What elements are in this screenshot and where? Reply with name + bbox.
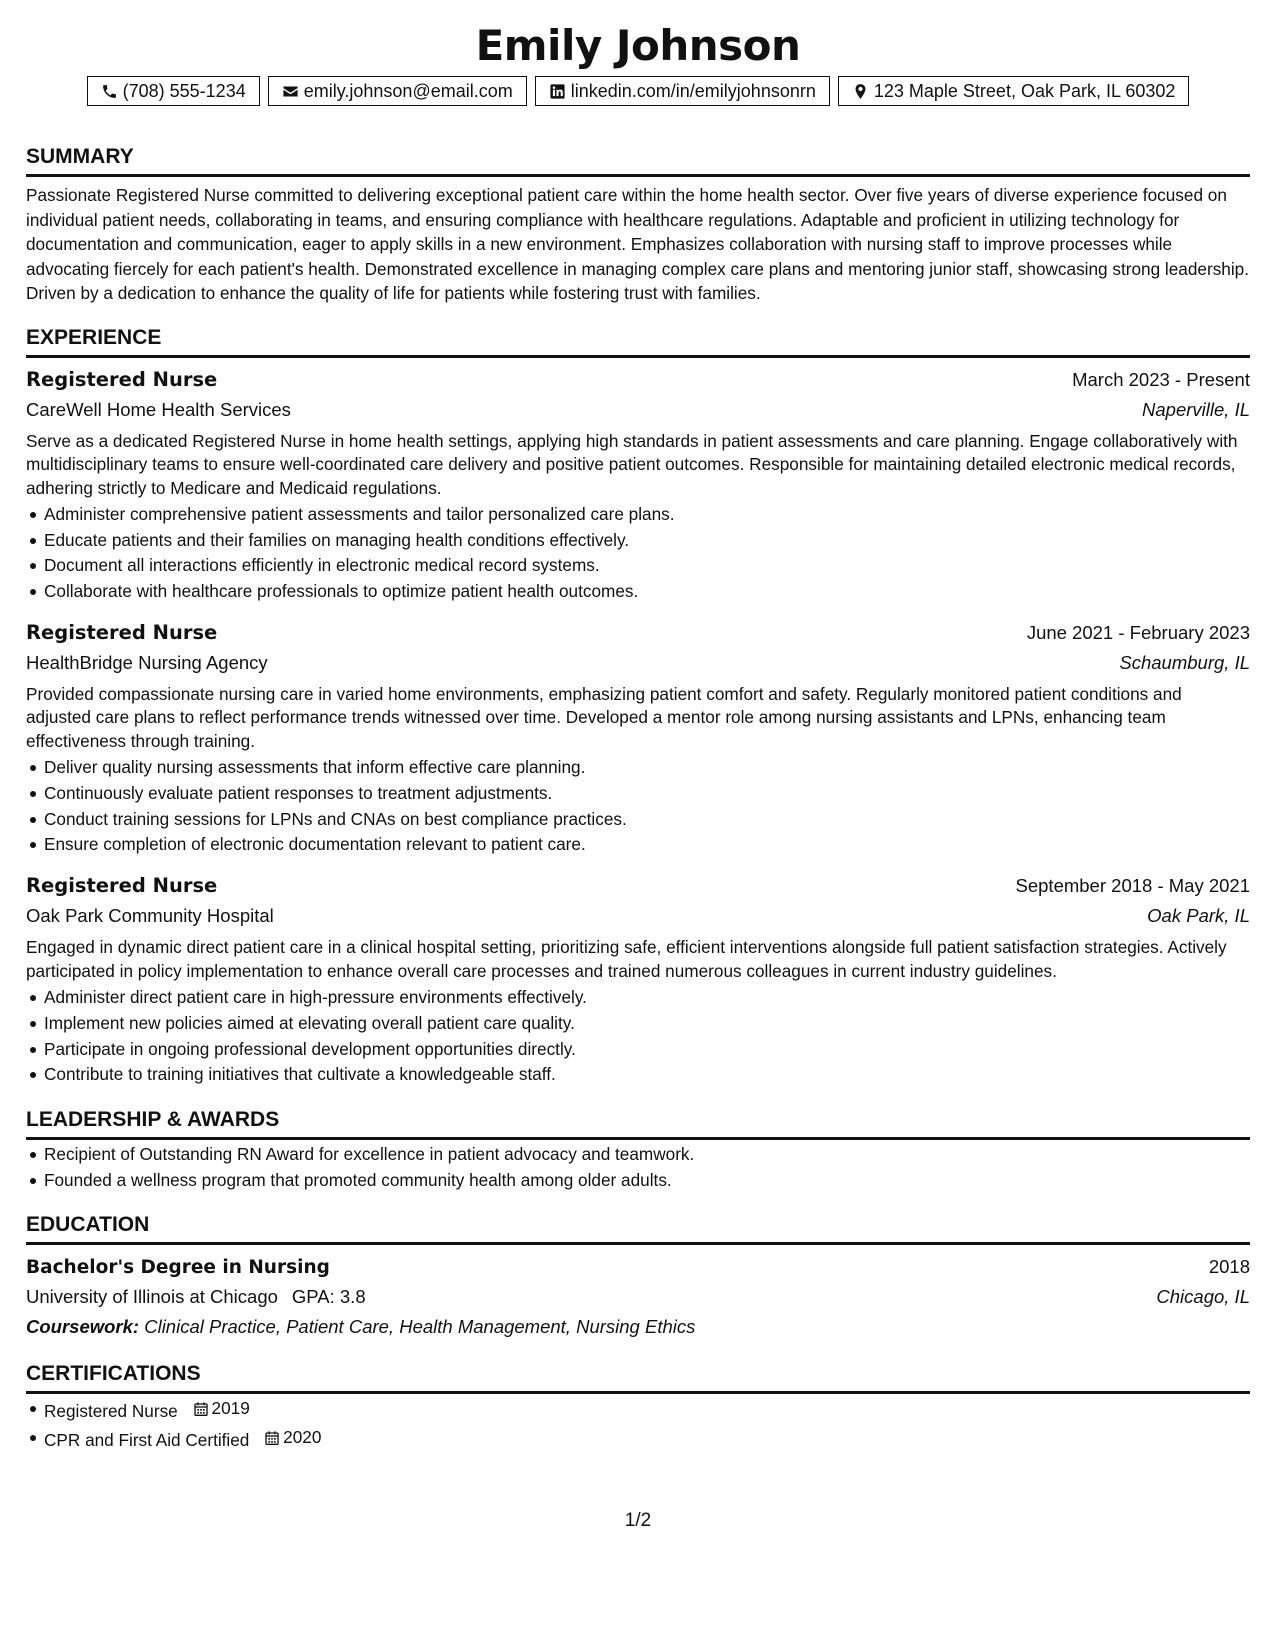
section-title-leadership: LEADERSHIP & AWARDS	[26, 1106, 1250, 1140]
job-bullets	[26, 502, 1250, 605]
list-item: Administer comprehensive patient assessments and tailor personalized care plans.	[26, 502, 1250, 528]
list-item: Continuously evaluate patient responses to treatment adjustments.	[26, 781, 1250, 807]
summary-text: Passionate Registered Nurse committed to delivering exceptional patient care within the home health sector. Over five years of diverse experience focused on individual patient needs, collaborating in teams, and ensuring compliance with healthcare regulations. Adaptable and proficient in utilizing technology for documentation and communication, eager to apply skills in a new environment. Emphasizes collaboration with nursing staff to improve processes while advocating fiercely for each patient's health. Demonstrated excellence in managing complex care plans and mentoring junior staff, showcasing strong leadership. Driven by a dedication to enhance the quality of life for patients while fostering trust with families.	[26, 185, 1250, 303]
list-item: Implement new policies aimed at elevating overall patient care quality.	[26, 1011, 1250, 1037]
job-description: Provided compassionate nursing care in varied home environments, emphasizing patient comfort and safety. Regularly monitored patient conditions and adjusted care plans to reflect performance trends witnessed over time. Developed a mentor role among nursing assistants and LPNs, enhancing team effectiveness through training.	[26, 683, 1182, 751]
contact-bar	[26, 76, 1250, 106]
linkedin-icon	[549, 83, 566, 100]
email-text[interactable]: emily.johnson@email.com	[303, 80, 513, 101]
gpa: GPA: 3.8	[291, 1286, 366, 1308]
contact-address	[838, 76, 1190, 106]
school-location: Chicago, IL	[1156, 1286, 1250, 1308]
cert-date	[193, 1396, 250, 1422]
phone-text: (708) 555-1234	[122, 80, 246, 101]
coursework	[26, 1312, 1250, 1342]
cert-date	[264, 1425, 321, 1451]
contact-email[interactable]	[268, 76, 527, 106]
job-organization: HealthBridge Nursing Agency	[26, 651, 268, 673]
job-description: Serve as a dedicated Registered Nurse in home health settings, applying high standards in patient assessments and care planning. Engage collaboratively with multidisciplinary teams to ensure well-coordinated care delivery and positive patient outcomes. Responsible for maintaining detailed electronic medical records, adhering strictly to Medicare and Medicaid regulations.	[26, 430, 1238, 498]
experience-entry	[26, 617, 1250, 858]
address-text: 123 Maple Street, Oak Park, IL 60302	[873, 80, 1176, 101]
job-dates: September 2018 - May 2021	[1015, 875, 1250, 897]
linkedin-text[interactable]: linkedin.com/in/emilyjohnsonrn	[570, 80, 816, 101]
list-item: Recipient of Outstanding RN Award for excellence in patient advocacy and teamwork.	[26, 1142, 1250, 1168]
job-dates: June 2021 - February 2023	[1026, 621, 1250, 643]
list-item: Founded a wellness program that promoted community health among older adults.	[26, 1168, 1250, 1194]
certifications-list	[26, 1396, 1250, 1453]
calendar-icon	[193, 1401, 209, 1417]
job-location: Naperville, IL	[1142, 398, 1250, 420]
experience-entry	[26, 870, 1250, 1088]
coursework-label: Coursework:	[26, 1316, 140, 1338]
list-item: Conduct training sessions for LPNs and CNAs on best compliance practices.	[26, 807, 1250, 833]
page-number: 1/2	[624, 1510, 652, 1531]
job-title: Registered Nurse	[26, 874, 218, 898]
job-organization: CareWell Home Health Services	[26, 398, 291, 420]
job-organization: Oak Park Community Hospital	[26, 905, 274, 927]
list-item	[26, 1396, 1250, 1425]
list-item: Collaborate with healthcare professionals to optimize patient health outcomes.	[26, 579, 1250, 605]
list-item: Document all interactions efficiently in electronic medical record systems.	[26, 553, 1250, 579]
list-item	[26, 1425, 1250, 1454]
job-location: Schaumburg, IL	[1119, 651, 1250, 673]
cert-name: Registered Nurse	[44, 1401, 178, 1422]
education-entry	[26, 1253, 1250, 1342]
envelope-icon	[282, 83, 299, 100]
job-bullets	[26, 755, 1250, 858]
list-item: Participate in ongoing professional development opportunities directly.	[26, 1037, 1250, 1063]
job-title: Registered Nurse	[26, 367, 218, 391]
job-dates: March 2023 - Present	[1072, 368, 1250, 390]
cert-year: 2020	[283, 1426, 322, 1447]
list-item: Ensure completion of electronic documentation relevant to patient care.	[26, 832, 1250, 858]
job-location: Oak Park, IL	[1147, 905, 1250, 927]
calendar-icon	[264, 1430, 280, 1446]
section-title-education: EDUCATION	[26, 1211, 1250, 1245]
graduation-year: 2018	[1208, 1256, 1250, 1278]
list-item: Educate patients and their families on managing health conditions effectively.	[26, 528, 1250, 554]
school-line	[26, 1282, 366, 1312]
cert-year: 2019	[211, 1398, 250, 1419]
phone-icon	[101, 83, 118, 100]
leadership-list	[26, 1142, 1250, 1193]
contact-linkedin[interactable]	[535, 76, 830, 106]
cert-name: CPR and First Aid Certified	[44, 1429, 250, 1450]
coursework-list: Clinical Practice, Patient Care, Health Management, Nursing Ethics	[144, 1316, 696, 1338]
list-item: Contribute to training initiatives that cultivate a knowledgeable staff.	[26, 1062, 1250, 1088]
resume-page	[26, 18, 1250, 1531]
map-pin-icon	[852, 83, 869, 100]
list-item: Deliver quality nursing assessments that inform effective care planning.	[26, 755, 1250, 781]
school-name: University of Illinois at Chicago	[26, 1286, 278, 1308]
job-bullets	[26, 985, 1250, 1088]
section-title-certifications: CERTIFICATIONS	[26, 1360, 1250, 1394]
section-title-experience: EXPERIENCE	[26, 324, 1250, 358]
candidate-name: Emily Johnson	[475, 21, 801, 70]
degree-title: Bachelor's Degree in Nursing	[26, 1257, 330, 1279]
list-item: Administer direct patient care in high-pressure environments effectively.	[26, 985, 1250, 1011]
job-description: Engaged in dynamic direct patient care in a clinical hospital setting, prioritizing safe, efficient interventions alongside full patient satisfaction strategies. Actively participated in policy implementation to enhance overall care processes and trained numerous colleagues in current industry guidelines.	[26, 937, 1227, 981]
job-title: Registered Nurse	[26, 620, 218, 644]
experience-entry	[26, 364, 1250, 605]
section-title-summary: SUMMARY	[26, 143, 1250, 177]
contact-phone	[87, 76, 260, 106]
